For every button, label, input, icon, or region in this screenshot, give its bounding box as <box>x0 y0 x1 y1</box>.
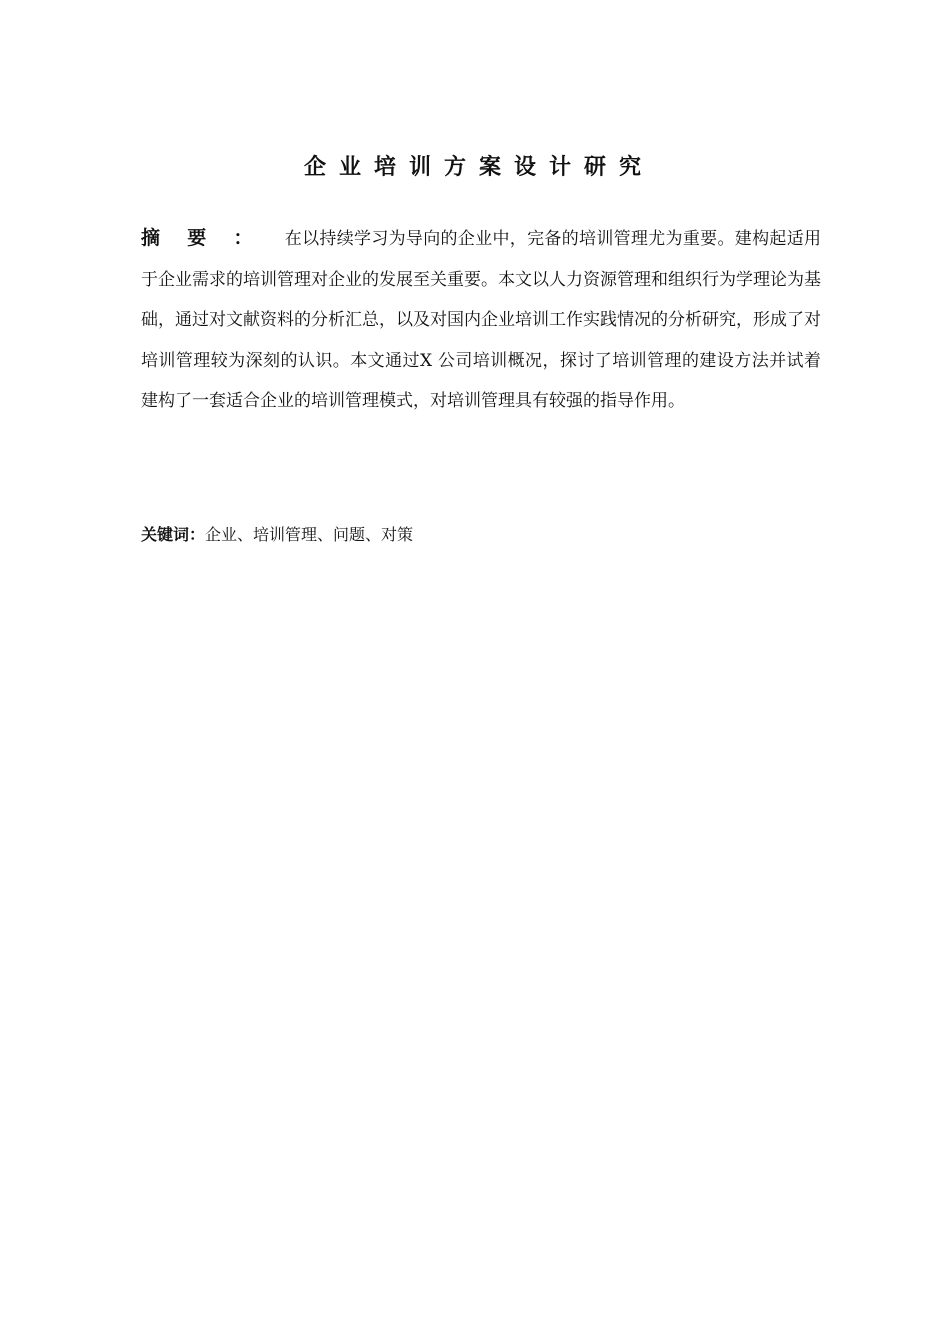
abstract-paragraph <box>141 218 821 422</box>
keywords-line <box>141 518 821 552</box>
document-title: 企业培训方案设计研究 <box>303 155 654 180</box>
abstract-text: 在以持续学习为导向的企业中，完备的培训管理尤为重要。建构起适用于企业需求的培训管理对企业的发展至关重要。本文以人力资源管理和组织行为学理论为基础，通过对文献资料的分析汇总，以及对国内企业培训工作实践情况的分析研究，形成了对培训管理较为深刻的认识。本文通过X 公司培训概况，探讨了培训管理的建设方法并试着建构了一套适合企业的培训管理模式，对培训管理具有较强的指导作用。 <box>141 229 822 411</box>
keywords-text: 企业、培训管理、问题、对策 <box>205 525 414 544</box>
abstract-label: 摘 要 ： <box>141 227 263 249</box>
keywords-label: 关键词： <box>141 525 206 544</box>
